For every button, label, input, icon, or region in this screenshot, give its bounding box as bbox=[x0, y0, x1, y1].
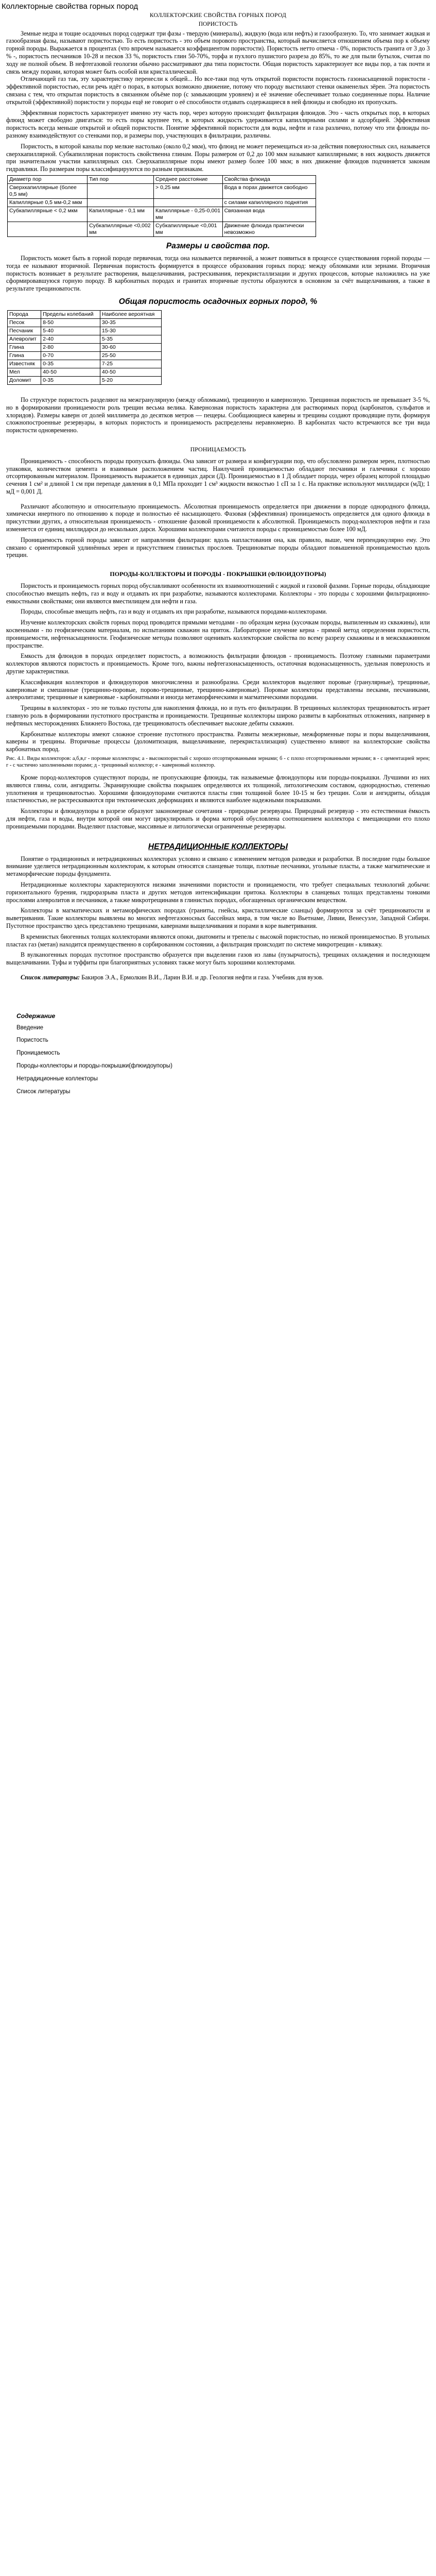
porosity-table-cell: 40-50 bbox=[100, 368, 161, 376]
table-row bbox=[8, 310, 162, 318]
table-row bbox=[8, 351, 162, 360]
table-row bbox=[8, 175, 316, 183]
porosity-table bbox=[7, 310, 162, 385]
toc-item[interactable]: Нетрадиционные коллекторы bbox=[16, 1075, 98, 1082]
table-row bbox=[8, 376, 162, 384]
pore-size-table-cell: Связанная вода bbox=[222, 207, 316, 222]
document-title: Коллекторные свойства горных пород bbox=[2, 2, 138, 11]
table-title-total-porosity: Общая пористость осадочных горных пород, % bbox=[118, 297, 318, 306]
porosity-table-cell: 0-35 bbox=[41, 360, 100, 368]
porosity-table-cell: 2-80 bbox=[41, 343, 100, 351]
document-subtitle: КОЛЛЕКТОРСКИЕ СВОЙСТВА ГОРНЫХ ПОРОД bbox=[149, 12, 287, 19]
paragraph: Эффективная пористость характеризует именно эту часть пор, через которую происходит фильтрация флюидов. Это - часть открытых пор, в которых флюид может свободно двигаться: то есть поры крупнее тех, в которых жидкость удерживается капиллярными силами и адсорбцией. Эффективная пористость всегда меньше открытой и общей пористости. Понятие эффективной пористости для воды, нефти и газа различно, потому что эти флюиды по-разному взаимодействуют со стенками пор, и размеры пор, участвующих в фильтрации, различны. bbox=[6, 109, 430, 139]
paragraph: Земные недра и тощие осадочных пород содержат три фазы - твердую (минералы), жидкую (вода или нефть) и газообразную. То, что занимает жидкая и газообразная фазы, называют пористостью. То есть пористость - это объем порового пространства, который вычисляется отношением объема пор к объему горной породы. Выражается в процентах (что впрочем называется коэффициентом пористости). Пористость нетто отмеча - 0%, пористость гранита от 3 до 3 % -, пористость песчаников 10-28 и песков 33 %, пористость глин 50-70%, торфа и пухлого пушистого разреза до 85%, то же для пыли бутылок, считая по ходу не полной объем. В нефтегазовой геологии обычно рассматривают два типа пористости. Общая пористость характеризует все виды пор, а так почти и связь между порами, которая может быть особой или кристаллической. bbox=[6, 29, 430, 75]
porosity-table-cell: Пределы колебаний bbox=[41, 310, 100, 318]
toc-item[interactable]: Пористость bbox=[16, 1037, 48, 1044]
pore-size-table-cell: с силами капиллярного поднятия bbox=[222, 198, 316, 207]
pore-size-table-cell: Среднее расстояние bbox=[154, 175, 223, 183]
paragraph: Кроме пород-коллекторов существуют породы, не пропускающие флюиды, так называемые флюидоупоры или породы-покрышки. Лучшими из них являются глины, соли, ангидриты. Экранирующие свойства покрышек определяются их толщиной, литологическим составом, однородностью, степенью уплотнения и трещиноватостью. Хорошими флюидоупорами считаются пласты глин толщиной более 10-15 м без трещин. Соли и ангидриты, обладая пластичностью, не растрескиваются при тектонических деформациях и являются наиболее надежными покрышками. bbox=[6, 774, 430, 804]
table-of-contents bbox=[6, 1024, 430, 1096]
porosity-table-cell: Глина bbox=[8, 343, 41, 351]
paragraph: Трещины в коллекторах - это не только пустоты для накопления флюида, но и путь его фильтрации. В трещинных коллекторах трещиноватость играет главную роль в формировании пустотного пространства и проницаемости. Трещинные коллекторы широко развиты в карбонатных отложениях, например в нефтяных месторождениях Ближнего Востока, где трещиноватость обеспечивает высокие дебиты скважин. bbox=[6, 704, 430, 727]
toc-item[interactable]: Проницаемость bbox=[16, 1050, 60, 1057]
paragraph: Пористость может быть в горной породе первичная, тогда она называется первичной, а может появиться в процессе существования горной породы — тогда ее называют вторичной. Первичная пористость формируется в процессе образования горных пород: между обломками или зернами. Вторичная пористость возникает в результате растворения, выщелачивания, растрескивания, перекристаллизации и других процессов, которые наложились на уже сформировавшуюся горную породу. В карбонатных породах и гранитах вторичные пустоты образуются в основном за счёт выщелачивания, а также в результате трещиноватости. bbox=[6, 254, 430, 293]
porosity-table-cell: 5-40 bbox=[41, 327, 100, 335]
paragraph: В кремнистых биогенных толщах коллекторами являются опоки, диатомиты и трепелы с высокой пористостью, но низкой проницаемостью. В угольных пластах газ (метан) находится преимущественно в сорбированном состоянии, а фильтрация происходит по системе микротрещин - кливажу. bbox=[6, 933, 430, 948]
porosity-table-cell: Глина bbox=[8, 351, 41, 360]
toc-item[interactable]: Породы-коллекторы и породы-покрышки(флюидоупоры) bbox=[16, 1062, 172, 1069]
paragraph: Проницаемость горной породы зависит от направления фильтрации: вдоль напластования она, как правило, выше, чем перпендикулярно ему. Это связано с ориентировкой удлинённых зерен и присутствием глинистых прослоев. Трещиноватые породы обладают повышенной проницаемостью вдоль трещин. bbox=[6, 536, 430, 559]
table-row bbox=[8, 368, 162, 376]
pore-size-table bbox=[7, 175, 316, 237]
pore-size-table-cell: Субкапиллярные <0,001 мм bbox=[154, 222, 223, 236]
porosity-table-cell: 7-25 bbox=[100, 360, 161, 368]
pore-size-table-cell: Капиллярные - 0,1 мм bbox=[88, 207, 154, 222]
figure-caption: Рис. 4.1. Виды коллекторов: а,б,в,г - поровые коллекторы; а - высокопористый с хорошо отсортированными зернами; б - с плохо отсортированными зернами; в - с цементацией зерен; г - с частично заполненными порами; д - трещинный коллектор; е - каверновый коллектор. bbox=[6, 756, 430, 768]
porosity-table-cell: 15-30 bbox=[100, 327, 161, 335]
paragraph: В вулканогенных породах пустотное пространство образуется при выделении газов из лавы (пузырчатость), трещинах охлаждения и последующем выщелачивании. Туфы и туффиты при благоприятных условиях также могут быть хорошими коллекторами. bbox=[6, 951, 430, 967]
table-title-pore-sizes: Размеры и свойства пор. bbox=[166, 241, 270, 250]
pore-size-table-cell: Капиллярные 0,5 мм-0,2 мкм bbox=[8, 198, 88, 207]
pore-size-table-cell bbox=[154, 198, 223, 207]
table-row bbox=[8, 318, 162, 327]
porosity-table-cell: 5-20 bbox=[100, 376, 161, 384]
paragraph: Изучение коллекторских свойств горных пород проводится прямыми методами - по образцам керна (кусочкам породы, выпиленным из скважины), или косвенными - по геофизическим материалам, по испытаниям скважин на приток. Лабораторное изучение керна - прямой метод определения пористости, проницаемости, нефтенасыщенности. Геофизические методы позволяют оценивать коллекторские свойства по всему разрезу скважины и в межскважинном пространстве. bbox=[6, 619, 430, 649]
table-row bbox=[8, 222, 316, 236]
table-row bbox=[8, 207, 316, 222]
porosity-table-cell: 8-50 bbox=[41, 318, 100, 327]
paragraph: Нетрадиционные коллекторы характеризуются низкими значениями пористости и проницаемости, что требует специальных технологий добычи: горизонтального бурения, гидроразрыва пласта и других методов интенсификации притока. Коллекторы в сланцевых толщах представлены тонкими прослоями алевролитов и песчаников, а также микротрещинами в глинистых породах, обогащенных органическим веществом. bbox=[6, 880, 430, 904]
pore-size-table-cell: Свойства флюида bbox=[222, 175, 316, 183]
pore-size-table-cell: Субкапиллярные < 0,2 мкм bbox=[8, 207, 88, 222]
porosity-table-cell: Порода bbox=[8, 310, 41, 318]
document-content bbox=[0, 21, 436, 1122]
porosity-table-cell: Песок bbox=[8, 318, 41, 327]
pore-size-table-cell: Субкапиллярные <0,002 мм bbox=[88, 222, 154, 236]
table-row bbox=[8, 360, 162, 368]
paragraph: По структуре пористость разделяют на межгранулярную (между обломками), трещинную и кавернозную. Трещинная пористость не превышает 3-5 %, но в формировании проницаемости роль трещин весьма велика. Кавернозная пористость характерна для растворимых пород (карбонатов, сульфатов и хлоридов). Размеры каверн от долей миллиметра до десятков метров — пещеры. Сообщающиеся каверны и трещины создают проводящие пути, формируя сложнопостроенные резервуары, в которых пористость и проницаемость распределены неравномерно. В карбонатах часто встречаются все три вида пористости одновременно. bbox=[6, 396, 430, 434]
porosity-table-cell: Песчаник bbox=[8, 327, 41, 335]
paragraph: Пористость, в которой каналы пор мелкие настолько (около 0,2 мкм), что флюид не может перемещаться из-за действия поверхностных сил, называется сверхкапиллярной. Субкапиллярная пористость свойственна глинам. Поры размером от 0,2 до 100 мкм называют капиллярными; в них жидкость движется при значительном участии капиллярных сил. Сверхкапиллярные поры имеют размер более 100 мкм; в них движение флюидов подчиняется законам гидравлики. По размерам поры классифицируются по разным признакам. bbox=[6, 142, 430, 173]
section-heading-collectors: ПОРОДЫ-КОЛЛЕКТОРЫ И ПОРОДЫ - ПОКРЫШКИ (ФЛЮИДОУПОРЫ) bbox=[110, 570, 326, 578]
paragraph: Отличающей газ так, эту характеристику перенесли к общей... Но все-таки под чуть открытой пористости пористость газонасыщенной пористости - эффективной пористостью, если речь идёт о порах, в которых возможно движение, потому что породу выстилают стенки окаменелых зёрен. Эта пористость связана с тем, что открытая пористость в связанном объёме пор (с замыкающим уровнем) и её значение обеспечивает только соединенные поры. Наличие открытой (эффективной) пористости у породы ещё не говорит о её способности отдавать содержащиеся в ней флюиды и свободно их пропускать. bbox=[6, 75, 430, 106]
references-label: Список литературы: bbox=[21, 973, 80, 981]
table-row bbox=[8, 335, 162, 343]
pore-size-table-cell: Движение флюида практически невозможно bbox=[222, 222, 316, 236]
pore-size-table-cell: Сверхкапиллярные (более 0,5 мм) bbox=[8, 183, 88, 198]
paragraph: Емкость для флюидов в породах определяет пористость, а возможность фильтрации флюидов - проницаемость. Поэтому главными параметрами коллекторов являются пористость и проницаемость. Кроме того, важны нефтегазонасыщенность, остаточная водонасыщенность, удельная поверхность и другие характеристики. bbox=[6, 652, 430, 675]
porosity-table-cell: Наиболее вероятная bbox=[100, 310, 161, 318]
paragraph: Проницаемость - способность породы пропускать флюиды. Она зависит от размера и конфигурации пор, что обусловлено размером зерен, плотностью упаковки, количеством цемента и взаимным расположением частиц. Наилучшей проницаемостью обладают песчаники и галечники с хорошо отсортированным материалом. Проницаемость выражается в единицах дарси (Д). Проницаемостью в 1 Д обладает порода, через образец которой площадью сечения 1 см² и длиной 1 см при перепаде давления в 0,1 МПа проходит 1 см³ жидкости вязкостью 1 сП за 1 с. На практике используют миллидарси (мД); 1 мД = 0,001 Д. bbox=[6, 457, 430, 495]
pore-size-table-cell: Вода в порах движется свободно bbox=[222, 183, 316, 198]
pore-size-table-cell: Тип пор bbox=[88, 175, 154, 183]
porosity-table-cell: 30-60 bbox=[100, 343, 161, 351]
references bbox=[6, 974, 430, 981]
porosity-table-cell: 40-50 bbox=[41, 368, 100, 376]
pore-size-table-cell: Капиллярные - 0,25-0,001 мм bbox=[154, 207, 223, 222]
toc-item[interactable]: Список литературы bbox=[16, 1088, 71, 1095]
table-row bbox=[8, 183, 316, 198]
paragraph: Понятие о традиционных и нетрадиционных коллекторах условно и связано с изменением методов разведки и разработки. В последние годы большое внимание уделяется нетрадиционным коллекторам, к которым относятся сланцевые толщи, плотные песчаники, угольные пласты, а также магматические и метаморфические породы фундамента. bbox=[6, 855, 430, 878]
section-heading-porosity: ПОРИСТОСТЬ bbox=[198, 21, 238, 27]
porosity-table-cell: Известняк bbox=[8, 360, 41, 368]
pore-size-table-cell: Диаметр пор bbox=[8, 175, 88, 183]
table-row bbox=[8, 343, 162, 351]
pore-size-table-cell bbox=[88, 198, 154, 207]
porosity-table-cell: 0-70 bbox=[41, 351, 100, 360]
paragraph: Коллекторы в магматических и метаморфических породах (граниты, гнейсы, кристаллические сланцы) формируются за счёт трещиноватости и выветривания. Такие коллекторы выявлены во многих нефтегазоносных бассейнах мира, в том числе во Вьетнаме, Ливии, Венесуэле, Западной Сибири. Пустотное пространство здесь представлено трещинами, кавернами выщелачивания и порами в коре выветривания. bbox=[6, 907, 430, 929]
pore-size-table-cell bbox=[8, 222, 88, 236]
porosity-table-cell: 0-35 bbox=[41, 376, 100, 384]
porosity-table-cell: 30-35 bbox=[100, 318, 161, 327]
paragraph: Пористость и проницаемость горных пород обуславливают особенности их взаимоотношений с жидкой и газовой фазами. Горные породы, обладающие способностью вмещать нефть, газ и воду и отдавать их при разработке, называются коллекторами. Коллекторы - это породы с хорошими фильтрационно-емкостными свойствами; они являются вместилищем для нефти и газа. bbox=[6, 582, 430, 605]
porosity-table-cell: Алевролит bbox=[8, 335, 41, 343]
pore-size-table-cell: > 0,25 мм bbox=[154, 183, 223, 198]
table-row bbox=[8, 198, 316, 207]
references-text: Бакиров Э.А., Ермолкин В.И., Ларин В.И. и др. Геология нефти и газа. Учебник для вузов. bbox=[81, 973, 324, 981]
paragraph: Карбонатные коллекторы имеют сложное строение пустотного пространства. Развиты межзерновые, межформенные поры и поры выщелачивания, каверны и трещины. Вторичные процессы (доломитизация, выщелачивание, перекристаллизация) существенно влияют на коллекторские свойства карбонатных пород. bbox=[6, 730, 430, 753]
section-heading-permeability: ПРОНИЦАЕМОСТЬ bbox=[190, 445, 246, 453]
paragraph: Породы, способные вмещать нефть, газ и воду и отдавать их при разработке, называются породами-коллекторами. bbox=[21, 608, 327, 616]
paragraph: Различают абсолютную и относительную проницаемость. Абсолютная проницаемость определяется при движении в породе однородного флюида, химически инертного по отношению к породе и полностью её насыщающего. Фазовая (эффективная) проницаемость определяется для одного флюида в присутствии других, а относительная проницаемость - отношение фазовой проницаемости к абсолютной. Проницаемость пород-коллекторов нефти и газа изменяется от единиц миллидарси до нескольких дарси. Хорошими коллекторами считаются породы с проницаемостью более 100 мД. bbox=[6, 502, 430, 533]
porosity-table-cell: 25-50 bbox=[100, 351, 161, 360]
table-row bbox=[8, 327, 162, 335]
toc-title: Содержание bbox=[16, 1012, 56, 1020]
paragraph: Коллекторы и флюидоупоры в разрезе образуют закономерные сочетания - природные резервуары. Природный резервуар - это естественная ёмкость для нефти, газа и воды, внутри которой они могут циркулировать и форма которой обусловлена соотношением коллектора с вмещающими его плохо проницаемыми породами. Выделяют пластовые, массивные и литологически ограниченные резервуары. bbox=[6, 807, 430, 830]
document-page bbox=[0, 0, 436, 1121]
porosity-table-cell: Доломит bbox=[8, 376, 41, 384]
porosity-table-cell: 5-35 bbox=[100, 335, 161, 343]
section-heading-nontraditional: НЕТРАДИЦИОННЫЕ КОЛЛЕКТОРЫ bbox=[148, 842, 288, 851]
porosity-table-cell: 2-40 bbox=[41, 335, 100, 343]
toc-item[interactable]: Введение bbox=[16, 1024, 44, 1031]
pore-size-table-cell bbox=[88, 183, 154, 198]
porosity-table-cell: Мел bbox=[8, 368, 41, 376]
paragraph: Классификация коллекторов и флюидоупоров многочисленна и разнообразна. Среди коллекторов выделяют поровые (гранулярные), трещинные, каверновые и смешанные (трещинно-поровые, порово-трещинные, трещинно-каверновые). Поровые коллекторы представлены песками, песчаниками, алевролитами; трещинные и каверновые - карбонатными и иногда метаморфическими и магматическими породами. bbox=[6, 678, 430, 701]
